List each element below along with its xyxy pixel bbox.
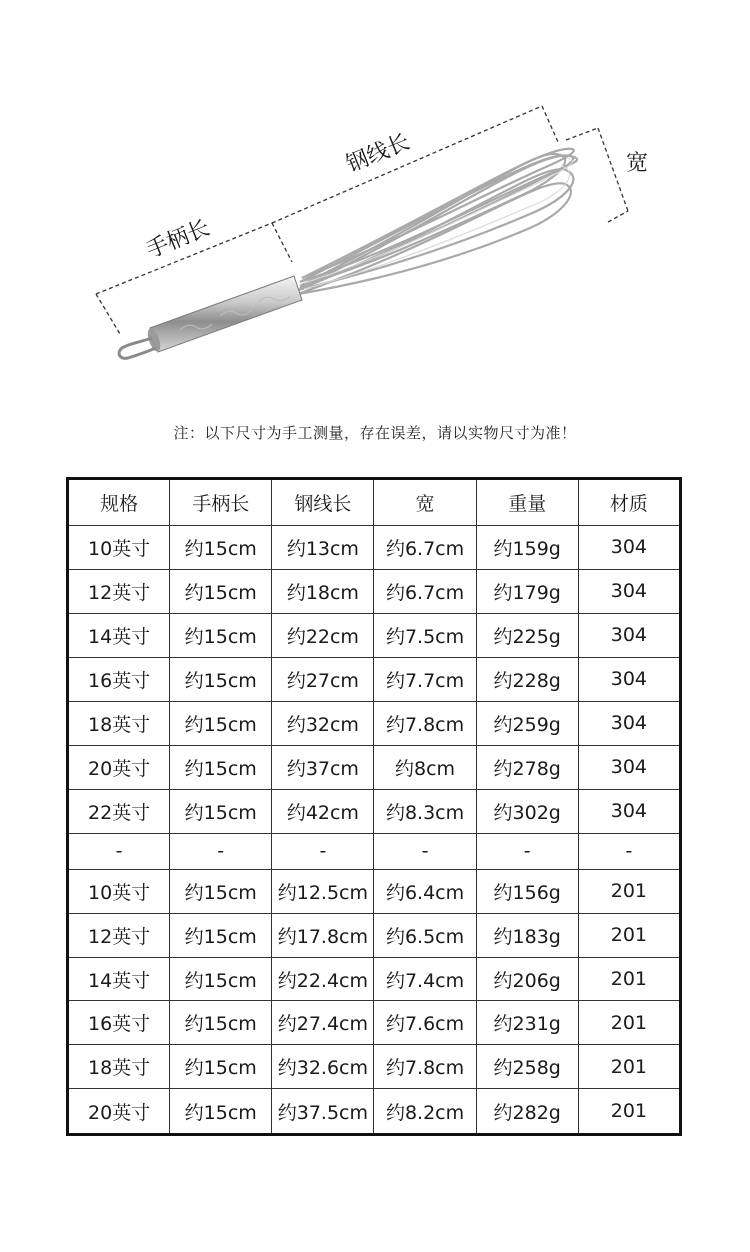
- header-cell-spec: 规格: [68, 479, 170, 526]
- cell-width: 约7.8cm: [374, 701, 476, 745]
- dimension-lines: [96, 106, 628, 334]
- table-row: [68, 569, 681, 613]
- whisk-handle: [119, 276, 302, 358]
- cell-width: -: [374, 833, 476, 869]
- cell-handle-length: -: [170, 833, 272, 869]
- cell-handle-length: 约15cm: [170, 1001, 272, 1045]
- cell-weight: 约282g: [476, 1089, 578, 1135]
- cell-material: 304: [578, 526, 680, 570]
- cell-handle-length: 约15cm: [170, 526, 272, 570]
- cell-handle-length: 约15cm: [170, 1089, 272, 1135]
- table-row: [68, 957, 681, 1001]
- cell-spec: 12英寸: [68, 913, 170, 957]
- cell-wire-length: 约27cm: [272, 657, 374, 701]
- cell-weight: 约228g: [476, 657, 578, 701]
- table-row: [68, 745, 681, 789]
- cell-wire-length: 约37.5cm: [272, 1089, 374, 1135]
- cell-material: 304: [578, 569, 680, 613]
- cell-weight: 约206g: [476, 957, 578, 1001]
- cell-material: 201: [578, 1001, 680, 1045]
- cell-handle-length: 约15cm: [170, 957, 272, 1001]
- header-cell-weight: 重量: [476, 479, 578, 526]
- cell-handle-length: 约15cm: [170, 569, 272, 613]
- table-row: [68, 913, 681, 957]
- cell-handle-length: 约15cm: [170, 613, 272, 657]
- cell-handle-length: 约15cm: [170, 913, 272, 957]
- table-row: [68, 526, 681, 570]
- table-row: [68, 613, 681, 657]
- cell-wire-length: 约13cm: [272, 526, 374, 570]
- cell-spec: 12英寸: [68, 569, 170, 613]
- wire-length-label: 钢线长: [342, 129, 414, 178]
- cell-weight: 约231g: [476, 1001, 578, 1045]
- header-cell-width: 宽: [374, 479, 476, 526]
- cell-width: 约8.2cm: [374, 1089, 476, 1135]
- table-row: [68, 1045, 681, 1089]
- cell-material: 304: [578, 701, 680, 745]
- header-cell-wire-length: 钢线长: [272, 479, 374, 526]
- whisk-illustration: [0, 0, 750, 400]
- cell-width: 约6.4cm: [374, 869, 476, 913]
- cell-spec: 16英寸: [68, 657, 170, 701]
- cell-wire-length: 约32.6cm: [272, 1045, 374, 1089]
- cell-weight: 约278g: [476, 745, 578, 789]
- cell-width: 约6.7cm: [374, 526, 476, 570]
- cell-material: 201: [578, 1045, 680, 1089]
- cell-wire-length: -: [272, 833, 374, 869]
- cell-spec: 18英寸: [68, 701, 170, 745]
- cell-spec: 20英寸: [68, 745, 170, 789]
- cell-handle-length: 约15cm: [170, 745, 272, 789]
- cell-spec: 14英寸: [68, 957, 170, 1001]
- cell-material: 304: [578, 613, 680, 657]
- handle-length-label: 手柄长: [142, 215, 214, 264]
- cell-width: 约6.7cm: [374, 569, 476, 613]
- header-cell-material: 材质: [578, 479, 680, 526]
- cell-material: 304: [578, 789, 680, 833]
- table-row: [68, 869, 681, 913]
- cell-spec: 10英寸: [68, 869, 170, 913]
- cell-width: 约6.5cm: [374, 913, 476, 957]
- table-header-row: [68, 479, 681, 526]
- cell-width: 约7.4cm: [374, 957, 476, 1001]
- cell-material: 304: [578, 745, 680, 789]
- cell-wire-length: 约42cm: [272, 789, 374, 833]
- cell-material: 201: [578, 957, 680, 1001]
- whisk-wires: [298, 149, 577, 294]
- cell-wire-length: 约17.8cm: [272, 913, 374, 957]
- cell-wire-length: 约37cm: [272, 745, 374, 789]
- cell-spec: 18英寸: [68, 1045, 170, 1089]
- cell-handle-length: 约15cm: [170, 657, 272, 701]
- cell-width: 约7.8cm: [374, 1045, 476, 1089]
- width-label: 宽: [626, 151, 649, 176]
- table-body: [68, 526, 681, 1135]
- cell-weight: 约258g: [476, 1045, 578, 1089]
- spec-table: [66, 477, 682, 1136]
- cell-width: 约7.6cm: [374, 1001, 476, 1045]
- cell-wire-length: 约18cm: [272, 569, 374, 613]
- cell-width: 约8.3cm: [374, 789, 476, 833]
- cell-weight: 约179g: [476, 569, 578, 613]
- cell-spec: 14英寸: [68, 613, 170, 657]
- table-row: [68, 701, 681, 745]
- header-cell-handle-length: 手柄长: [170, 479, 272, 526]
- cell-weight: 约302g: [476, 789, 578, 833]
- cell-wire-length: 约22cm: [272, 613, 374, 657]
- table-row: [68, 833, 681, 869]
- cell-material: 201: [578, 869, 680, 913]
- cell-weight: 约159g: [476, 526, 578, 570]
- cell-weight: 约156g: [476, 869, 578, 913]
- table-row: [68, 1089, 681, 1135]
- cell-handle-length: 约15cm: [170, 789, 272, 833]
- cell-material: 304: [578, 657, 680, 701]
- cell-material: 201: [578, 1089, 680, 1135]
- table-row: [68, 657, 681, 701]
- cell-handle-length: 约15cm: [170, 701, 272, 745]
- cell-handle-length: 约15cm: [170, 1045, 272, 1089]
- cell-spec: 22英寸: [68, 789, 170, 833]
- cell-wire-length: 约32cm: [272, 701, 374, 745]
- cell-weight: 约183g: [476, 913, 578, 957]
- cell-weight: 约225g: [476, 613, 578, 657]
- cell-weight: 约259g: [476, 701, 578, 745]
- cell-spec: 16英寸: [68, 1001, 170, 1045]
- cell-width: 约7.5cm: [374, 613, 476, 657]
- table-row: [68, 1001, 681, 1045]
- cell-material: 201: [578, 913, 680, 957]
- table-row: [68, 789, 681, 833]
- measurement-note: 注：以下尺寸为手工测量，存在误差，请以实物尺寸为准！: [173, 424, 577, 442]
- cell-spec: 10英寸: [68, 526, 170, 570]
- cell-spec: -: [68, 833, 170, 869]
- cell-wire-length: 约12.5cm: [272, 869, 374, 913]
- cell-handle-length: 约15cm: [170, 869, 272, 913]
- cell-wire-length: 约27.4cm: [272, 1001, 374, 1045]
- cell-material: -: [578, 833, 680, 869]
- cell-spec: 20英寸: [68, 1089, 170, 1135]
- cell-width: 约8cm: [374, 745, 476, 789]
- cell-wire-length: 约22.4cm: [272, 957, 374, 1001]
- cell-width: 约7.7cm: [374, 657, 476, 701]
- cell-weight: -: [476, 833, 578, 869]
